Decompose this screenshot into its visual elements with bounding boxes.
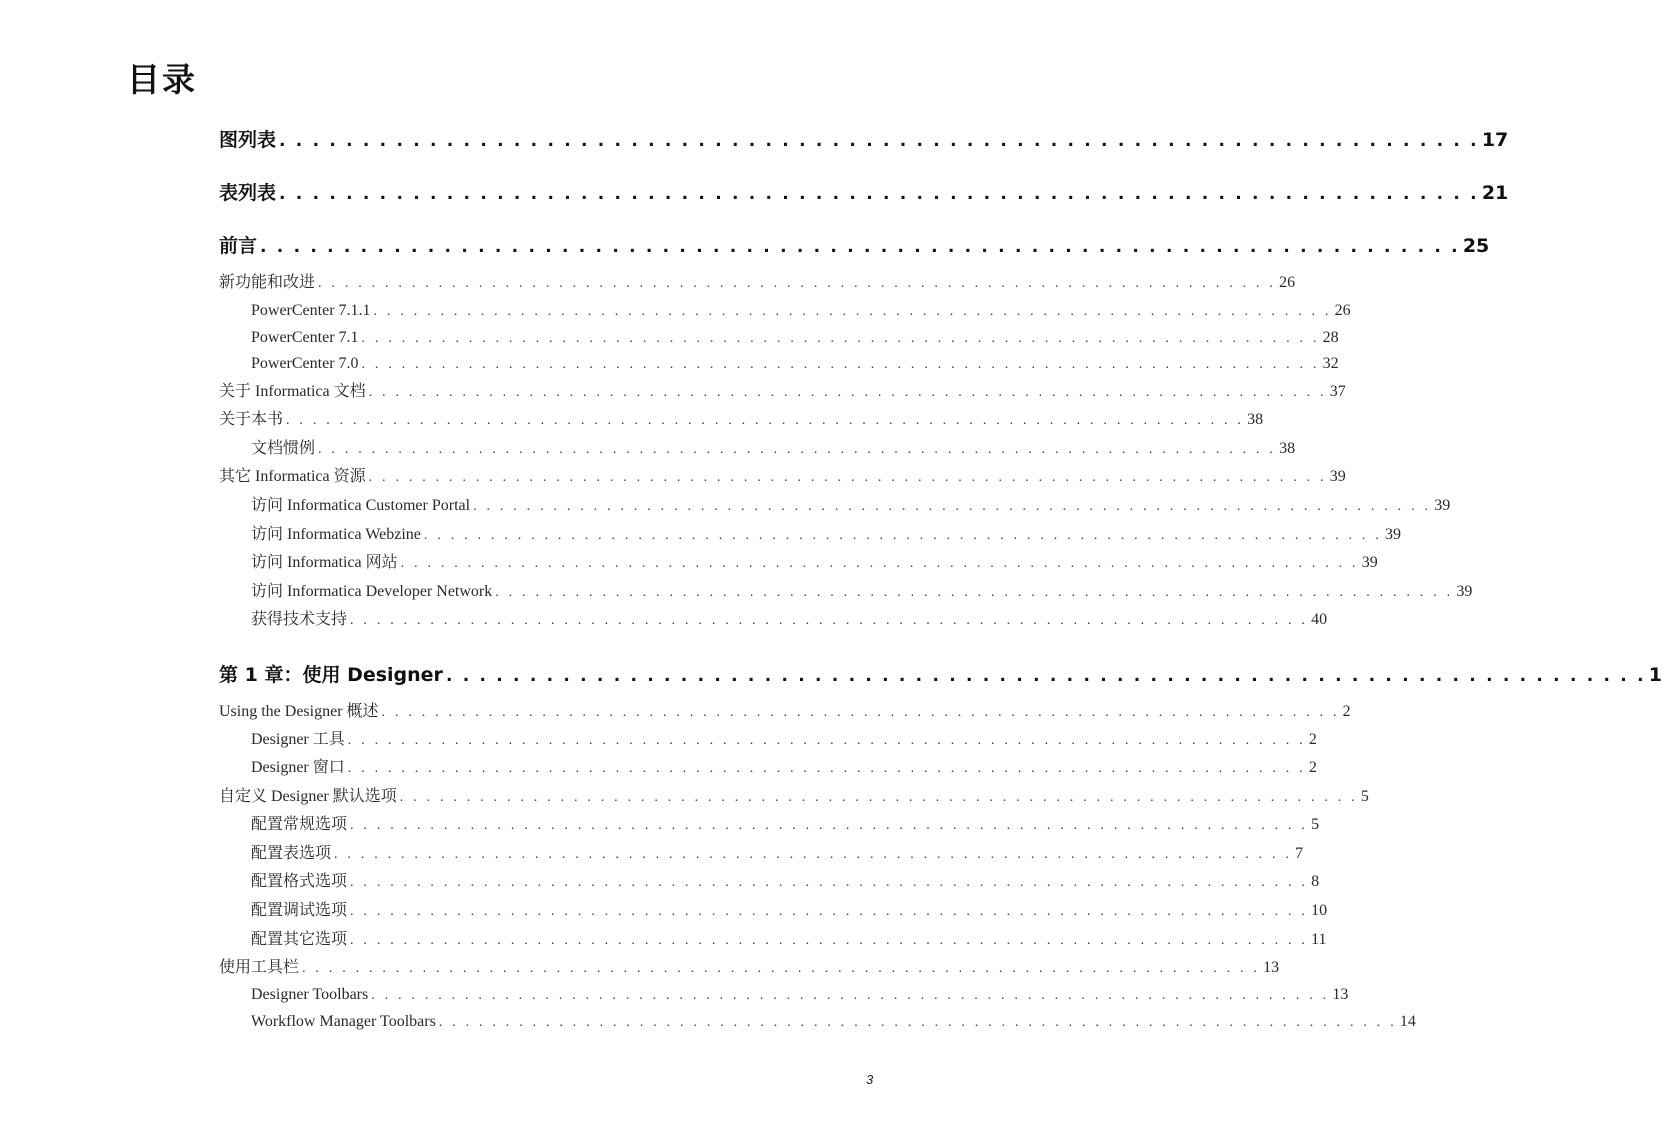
toc-subsection-entry[interactable]: [251, 756, 1317, 780]
toc-chapter-entry[interactable]: [219, 232, 1490, 260]
dot-leader: . . . . . . . . . . . . . . . . . . . . . . . . . . . . . . . . . . . . . . . . . . . . . . . . . . . . . . . . . . . . . . . . . . . . . . . .: [350, 933, 1309, 948]
toc-chapter-entry[interactable]: [219, 661, 1662, 689]
toc-entry-page: 13: [1263, 959, 1280, 976]
toc-subsection-entry[interactable]: [251, 928, 1327, 952]
toc-entry-page: 5: [1360, 788, 1369, 805]
dot-leader: . . . . . . . . . . . . . . . . . . . . . . . . . . . . . . . . . . . . . . . . . . . . . . . . . . . . . . . . . . . . . . . . . . . . . . . .: [399, 790, 1358, 805]
toc-subsection-entry[interactable]: [251, 983, 1349, 1007]
toc-entry-page: 2: [1308, 759, 1317, 776]
toc-entry-title: 表列表: [219, 182, 277, 204]
dot-leader: . . . . . . . . . . . . . . . . . . . . . . . . . . . . . . . . . . . . . . . . . . . . . . . . . . . . . . . . . . . . . . . . . . . . . . . .: [381, 705, 1340, 720]
dot-leader: . . . . . . . . . . . . . . . . . . . . . . . . . . . . . . . . . . . . . . . . . . . . . . . . . . . . . . . . . . . . . . . . . . . . . . . .: [438, 1015, 1397, 1030]
toc-entry-title: 配置其它选项: [251, 931, 348, 948]
toc-entry-title: 前言: [219, 235, 258, 257]
dot-leader: . . . . . . . . . . . . . . . . . . . . . . . . . . . . . . . . . . . . . . . . . . . . . . . . . . . . . . . . . . . . . . . . . . . . . . . .: [361, 331, 1320, 346]
toc-subsection-entry[interactable]: [251, 326, 1339, 350]
toc-entry-page: 5: [1311, 816, 1320, 833]
toc-entry-title: 其它 Informatica 资源: [219, 468, 366, 485]
dot-leader: . . . . . . . . . . . . . . . . . . . . . . . . . . . . . . . . . . . . . . . . . . . . . . . . . . . . . . . . . . . . . . . . . . . . . . . .: [371, 988, 1330, 1003]
dot-leader: . . . . . . . . . . . . . . . . . . . . . . . . . . . . . . . . . . . . . . . . . . . . . . . . . . . . . . . . . . . . . . . . . . . . . . . .: [318, 276, 1277, 291]
toc-entry-title: 配置表选项: [251, 845, 332, 862]
toc-entry-page: 1: [1648, 664, 1662, 686]
toc-subsection-entry[interactable]: [251, 580, 1473, 604]
toc-entry-page: 39: [1385, 526, 1402, 543]
toc-subsection-entry[interactable]: [251, 728, 1317, 752]
toc-subsection-entry[interactable]: [251, 523, 1402, 547]
dot-leader: . . . . . . . . . . . . . . . . . . . . . . . . . . . . . . . . . . . . . . . . . . . . . . . . . . . . . . . . . . . . . . . . . . . . . . . .: [368, 470, 1327, 485]
toc-entry-title: 访问 Informatica Customer Portal: [251, 497, 471, 514]
dot-leader: . . . . . . . . . . . . . . . . . . . . . . . . . . . . . . . . . . . . . . . . . . . . . . . . . . . . . . . . . . . . . . . . . . . . . . . .: [260, 237, 1460, 257]
toc-subsection-entry[interactable]: [251, 494, 1451, 518]
toc-entry-title: 文档惯例: [251, 440, 316, 457]
toc-section-entry[interactable]: [219, 700, 1351, 724]
page-number: 3: [866, 1072, 874, 1087]
toc-entry-title: 使用工具栏: [219, 959, 300, 976]
toc-entry-title: PowerCenter 7.1.1: [251, 302, 371, 319]
toc-chapter-entry[interactable]: [219, 126, 1509, 154]
toc-entry-title: 关于 Informatica 文档: [219, 383, 366, 400]
toc-entry-page: 7: [1295, 845, 1304, 862]
toc-entry-page: 28: [1322, 329, 1339, 346]
toc-entry-page: 21: [1481, 182, 1509, 204]
dot-leader: . . . . . . . . . . . . . . . . . . . . . . . . . . . . . . . . . . . . . . . . . . . . . . . . . . . . . . . . . . . . . . . . . . . . . . . .: [279, 184, 1479, 204]
toc-section-entry[interactable]: [219, 380, 1346, 404]
toc-entry-title: 访问 Informatica Developer Network: [251, 583, 493, 600]
dot-leader: . . . . . . . . . . . . . . . . . . . . . . . . . . . . . . . . . . . . . . . . . . . . . . . . . . . . . . . . . . . . . . . . . . . . . . . .: [423, 528, 1383, 543]
toc-entry-page: 39: [1456, 583, 1473, 600]
toc-entry-page: 10: [1311, 902, 1328, 919]
toc-entry-page: 32: [1322, 355, 1339, 372]
toc-entry-title: Designer 窗口: [251, 759, 345, 776]
dot-leader: . . . . . . . . . . . . . . . . . . . . . . . . . . . . . . . . . . . . . . . . . . . . . . . . . . . . . . . . . . . . . . . . . . . . . . . .: [279, 131, 1479, 151]
toc-chapter-entry[interactable]: [219, 179, 1509, 207]
page-title: 目录: [127, 60, 197, 99]
toc-entry-title: 图列表: [219, 129, 277, 151]
toc-subsection-entry[interactable]: [251, 551, 1378, 575]
toc-entry-title: 访问 Informatica Webzine: [251, 526, 421, 543]
toc-entry-page: 39: [1434, 497, 1451, 514]
dot-leader: . . . . . . . . . . . . . . . . . . . . . . . . . . . . . . . . . . . . . . . . . . . . . . . . . . . . . . . . . . . . . . . . . . . . . . . .: [368, 385, 1327, 400]
dot-leader: . . . . . . . . . . . . . . . . . . . . . . . . . . . . . . . . . . . . . . . . . . . . . . . . . . . . . . . . . . . . . . . . . . . . . . . .: [495, 585, 1454, 600]
toc-entry-title: Designer 工具: [251, 731, 345, 748]
toc-entry-title: PowerCenter 7.0: [251, 355, 359, 372]
toc-entry-page: 14: [1399, 1013, 1416, 1030]
toc-entry-title: Workflow Manager Toolbars: [251, 1013, 436, 1030]
toc-entry-page: 39: [1361, 554, 1378, 571]
dot-leader: . . . . . . . . . . . . . . . . . . . . . . . . . . . . . . . . . . . . . . . . . . . . . . . . . . . . . . . . . . . . . . . . . . . . . . . .: [286, 413, 1245, 428]
dot-leader: . . . . . . . . . . . . . . . . . . . . . . . . . . . . . . . . . . . . . . . . . . . . . . . . . . . . . . . . . . . . . . . . . . . . . . . .: [350, 904, 1309, 919]
dot-leader: . . . . . . . . . . . . . . . . . . . . . . . . . . . . . . . . . . . . . . . . . . . . . . . . . . . . . . . . . . . . . . . . . . . . . . . .: [347, 761, 1306, 776]
toc-subsection-entry[interactable]: [251, 608, 1328, 632]
toc-entry-page: 13: [1332, 986, 1349, 1003]
dot-leader: . . . . . . . . . . . . . . . . . . . . . . . . . . . . . . . . . . . . . . . . . . . . . . . . . . . . . . . . . . . . . . . . . . . . . . . .: [302, 961, 1261, 976]
toc-entry-title: 新功能和改进: [219, 274, 316, 291]
toc-section-entry[interactable]: [219, 956, 1280, 980]
dot-leader: . . . . . . . . . . . . . . . . . . . . . . . . . . . . . . . . . . . . . . . . . . . . . . . . . . . . . . . . . . . . . . . . . . . . . . . .: [347, 733, 1306, 748]
dot-leader: . . . . . . . . . . . . . . . . . . . . . . . . . . . . . . . . . . . . . . . . . . . . . . . . . . . . . . . . . . . . . . . . . . . . . . . .: [473, 499, 1432, 514]
toc-subsection-entry[interactable]: [251, 813, 1320, 837]
dot-leader: . . . . . . . . . . . . . . . . . . . . . . . . . . . . . . . . . . . . . . . . . . . . . . . . . . . . . . . . . . . . . . . . . . . . . . . .: [350, 875, 1309, 890]
toc-entry-page: 17: [1481, 129, 1509, 151]
toc-subsection-entry[interactable]: [251, 352, 1339, 376]
toc-subsection-entry[interactable]: [251, 842, 1304, 866]
dot-leader: . . . . . . . . . . . . . . . . . . . . . . . . . . . . . . . . . . . . . . . . . . . . . . . . . . . . . . . . . . . . . . . . . . . . . . . .: [445, 666, 1646, 686]
toc-subsection-entry[interactable]: [251, 899, 1328, 923]
toc-subsection-entry[interactable]: [251, 299, 1351, 323]
dot-leader: . . . . . . . . . . . . . . . . . . . . . . . . . . . . . . . . . . . . . . . . . . . . . . . . . . . . . . . . . . . . . . . . . . . . . . . .: [334, 847, 1293, 862]
dot-leader: . . . . . . . . . . . . . . . . . . . . . . . . . . . . . . . . . . . . . . . . . . . . . . . . . . . . . . . . . . . . . . . . . . . . . . . .: [318, 442, 1277, 457]
toc-entry-title: Designer Toolbars: [251, 986, 369, 1003]
toc-entry-page: 38: [1279, 440, 1296, 457]
toc-entry-page: 39: [1329, 468, 1346, 485]
toc-entry-page: 26: [1334, 302, 1351, 319]
toc-entry-page: 2: [1308, 731, 1317, 748]
toc-subsection-entry[interactable]: [251, 437, 1296, 461]
toc-section-entry[interactable]: [219, 785, 1369, 809]
toc-entry-title: 访问 Informatica 网站: [251, 554, 398, 571]
toc-entry-page: 8: [1311, 873, 1320, 890]
toc-entry-title: 自定义 Designer 默认选项: [219, 788, 397, 805]
toc-entry-page: 11: [1311, 931, 1327, 948]
toc-entry-title: 配置格式选项: [251, 873, 348, 890]
dot-leader: . . . . . . . . . . . . . . . . . . . . . . . . . . . . . . . . . . . . . . . . . . . . . . . . . . . . . . . . . . . . . . . . . . . . . . . .: [350, 613, 1309, 628]
toc-subsection-entry[interactable]: [251, 870, 1320, 894]
toc-entry-title: 配置调试选项: [251, 902, 348, 919]
dot-leader: . . . . . . . . . . . . . . . . . . . . . . . . . . . . . . . . . . . . . . . . . . . . . . . . . . . . . . . . . . . . . . . . . . . . . . . .: [400, 556, 1359, 571]
toc-entry-title: PowerCenter 7.1: [251, 329, 359, 346]
toc-entry-title: 第 1 章：使用 Designer: [219, 664, 443, 686]
toc-entry-title: 获得技术支持: [251, 611, 348, 628]
toc-entry-page: 26: [1279, 274, 1296, 291]
toc-section-entry[interactable]: [219, 271, 1296, 295]
toc-entry-title: 关于本书: [219, 411, 284, 428]
toc-entry-page: 37: [1329, 383, 1346, 400]
toc-entry-page: 40: [1311, 611, 1328, 628]
toc-entry-page: 2: [1342, 703, 1351, 720]
toc-entry-page: 38: [1247, 411, 1264, 428]
toc-entry-title: 配置常规选项: [251, 816, 348, 833]
toc-section-entry[interactable]: [219, 408, 1264, 432]
dot-leader: . . . . . . . . . . . . . . . . . . . . . . . . . . . . . . . . . . . . . . . . . . . . . . . . . . . . . . . . . . . . . . . . . . . . . . . .: [361, 357, 1320, 372]
toc-subsection-entry[interactable]: [251, 1010, 1416, 1034]
dot-leader: . . . . . . . . . . . . . . . . . . . . . . . . . . . . . . . . . . . . . . . . . . . . . . . . . . . . . . . . . . . . . . . . . . . . . . . .: [373, 304, 1332, 319]
toc-entry-title: Using the Designer 概述: [219, 703, 379, 720]
toc-entry-page: 25: [1462, 235, 1490, 257]
toc-section-entry[interactable]: [219, 465, 1346, 489]
dot-leader: . . . . . . . . . . . . . . . . . . . . . . . . . . . . . . . . . . . . . . . . . . . . . . . . . . . . . . . . . . . . . . . . . . . . . . . .: [350, 818, 1309, 833]
